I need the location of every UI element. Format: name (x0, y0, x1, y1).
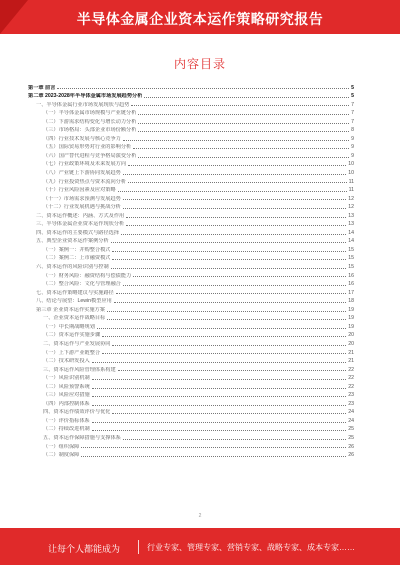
toc-dot-leader (57, 88, 349, 89)
toc-entry[interactable] (28, 116, 354, 125)
toc-dot-leader (111, 268, 347, 269)
toc-entry[interactable] (28, 321, 354, 330)
toc-dot-leader (123, 140, 349, 141)
toc-entry-page: 8 (351, 127, 354, 134)
toc-entry[interactable] (28, 202, 354, 211)
toc-entry-text: （一）评价指标体系 (43, 417, 90, 424)
toc-entry-text: （七）行业政策环境及未来发展方向 (43, 161, 127, 168)
toc-dot-leader (81, 456, 346, 457)
toc-entry[interactable] (28, 210, 354, 219)
toc-entry[interactable] (28, 287, 354, 296)
toc-entry[interactable] (28, 313, 354, 322)
toc-entry-text: （十）行业风险因素及应对策略 (43, 187, 116, 194)
toc-entry-text: （三）风险应对措施 (43, 392, 90, 399)
toc-entry-text: （八）产业链上下游协同发展趋势 (43, 170, 121, 177)
toc-entry-text: 五、资本运作保障措施与支撑体系 (43, 434, 121, 441)
toc-dot-leader (114, 302, 346, 303)
toc-entry[interactable] (28, 236, 354, 245)
toc-entry-text: 四、资本运作绩效评价与优化 (43, 409, 111, 416)
toc-entry-text: （一）半导体金属市场规模与产业链分析 (43, 110, 137, 117)
toc-entry-page: 15 (348, 255, 354, 262)
toc-entry[interactable] (28, 150, 354, 159)
toc-entry-text: （四）行业技术发展与核心竞争力 (43, 135, 121, 142)
toc-entry-page: 19 (348, 323, 354, 330)
toc-entry[interactable] (28, 167, 354, 176)
toc-dot-leader (123, 439, 346, 440)
toc-entry-text: 二、资本运作概述：内涵、方式及作用 (36, 212, 125, 219)
toc-dot-leader (112, 259, 346, 260)
toc-entry-page: 9 (351, 152, 354, 159)
toc-entry-text: 二、资本运作与产业发展协同 (43, 340, 111, 347)
toc-entry[interactable] (28, 347, 354, 356)
toc-entry[interactable] (28, 390, 354, 399)
toc-dot-leader (144, 97, 349, 98)
toc-dot-leader (133, 276, 346, 277)
toc-entry[interactable] (28, 330, 354, 339)
toc-entry-page: 18 (348, 298, 354, 305)
toc-entry-text: 第三章 企业资本运作实施方案 (36, 306, 105, 313)
toc-entry-page: 22 (348, 366, 354, 373)
toc-entry[interactable] (28, 304, 354, 313)
toc-dot-leader (118, 370, 347, 371)
toc-dot-leader (107, 319, 346, 320)
toc-entry-page: 19 (348, 306, 354, 313)
footer-banner (0, 528, 400, 565)
toc-dot-leader (121, 234, 346, 235)
toc-entry-text: 三、资本运作风险管理体系构建 (43, 366, 116, 373)
toc-dot-leader (128, 165, 346, 166)
toc-dot-leader (123, 174, 346, 175)
toc-entry[interactable] (28, 125, 354, 134)
toc-entry-page: 10 (348, 170, 354, 177)
toc-entry[interactable] (28, 356, 354, 365)
toc-entry-text: 八、结论与展望：Lewin模型应用 (36, 298, 112, 305)
toc-entry[interactable] (28, 364, 354, 373)
toc-entry-text: （一）财务风险：融资结构与偿债能力 (43, 272, 132, 279)
toc-entry-page: 13 (348, 221, 354, 228)
toc-dot-leader (138, 131, 349, 132)
toc-entry-text: （一）风险识别机制 (43, 375, 90, 382)
toc-entry-page: 11 (348, 178, 354, 185)
toc-dot-leader (92, 405, 347, 406)
toc-entry-text: （二）制度保障 (43, 452, 80, 459)
toc-entry[interactable] (28, 99, 354, 108)
toc-dot-leader (107, 311, 346, 312)
toc-dot-leader (111, 242, 347, 243)
toc-entry[interactable] (28, 185, 354, 194)
toc-dot-leader (123, 199, 346, 200)
toc-entry-text: （二）资本运作实施步骤 (43, 332, 101, 339)
footer-slogan: 让每个人都能成为 (48, 544, 121, 554)
toc-entry[interactable] (28, 270, 354, 279)
toc-entry-page: 26 (348, 452, 354, 459)
toc-entry-text: 一、企业资本运作战略目标 (43, 315, 106, 322)
toc-dot-leader (92, 396, 347, 397)
toc-entry-text: （五）国际贸易形势对行业的影响分析 (43, 144, 132, 151)
toc-entry[interactable] (28, 219, 354, 228)
toc-entry[interactable] (28, 296, 354, 305)
toc-entry-page: 11 (348, 187, 354, 194)
toc-entry[interactable] (28, 82, 354, 91)
table-of-contents (28, 82, 354, 458)
toc-dot-leader (138, 114, 349, 115)
toc-entry-page: 24 (348, 417, 354, 424)
toc-entry-page: 9 (351, 135, 354, 142)
toc-entry-page: 16 (348, 281, 354, 288)
toc-dot-leader (118, 191, 347, 192)
toc-entry[interactable] (28, 142, 354, 151)
toc-entry-text: （一）中长期战略规划 (43, 323, 95, 330)
toc-entry-page: 17 (348, 289, 354, 296)
toc-entry[interactable] (28, 432, 354, 441)
toc-entry-text: （一）案例一：并购整合模式 (43, 246, 111, 253)
toc-entry-text: （一）上下游产业链整合 (43, 349, 101, 356)
toc-entry[interactable] (28, 415, 354, 424)
toc-entry[interactable] (28, 108, 354, 117)
toc-entry[interactable] (28, 279, 354, 288)
toc-entry-page: 15 (348, 264, 354, 271)
toc-entry-text: 第一章 前言 (28, 84, 56, 91)
toc-entry-text: （二）案例二：上市融资模式 (43, 255, 111, 262)
toc-dot-leader (138, 157, 349, 158)
toc-entry-text: （一）组织保障 (43, 443, 80, 450)
toc-entry-page: 12 (348, 195, 354, 202)
toc-dot-leader (92, 362, 347, 363)
toc-entry[interactable] (28, 244, 354, 253)
header-banner (0, 0, 400, 34)
toc-entry-text: 一、半导体金属行业市场发展现状与趋势 (36, 101, 130, 108)
toc-entry-page: 19 (348, 315, 354, 322)
toc-entry-page: 14 (348, 238, 354, 245)
toc-entry-page: 21 (348, 358, 354, 365)
toc-entry-page: 20 (348, 332, 354, 339)
report-title: 半导体金属企业资本运作策略研究报告 (76, 11, 324, 27)
toc-entry-text: （二）技术研发投入 (43, 358, 90, 365)
toc-dot-leader (112, 345, 346, 346)
toc-entry-text: （十一）市场需求预测与发展趋势 (43, 195, 121, 202)
toc-entry-page: 16 (348, 272, 354, 279)
toc-entry[interactable] (28, 441, 354, 450)
toc-entry[interactable] (28, 193, 354, 202)
toc-dot-leader (92, 430, 347, 431)
toc-entry-text: 三、半导体金属企业资本运作现状分析 (36, 221, 125, 228)
toc-entry-page: 24 (348, 409, 354, 416)
toc-entry-page: 15 (348, 246, 354, 253)
toc-entry[interactable] (28, 338, 354, 347)
toc-entry-text: 第二章 2023-2028年半导体金属市场发展趋势分析 (28, 93, 143, 100)
toc-dot-leader (112, 413, 346, 414)
toc-entry[interactable] (28, 424, 354, 433)
toc-entry-text: （二）风险预警系统 (43, 383, 90, 390)
toc-entry-page: 20 (348, 340, 354, 347)
toc-entry-page: 26 (348, 443, 354, 450)
toc-entry-page: 7 (351, 101, 354, 108)
toc-entry-page: 7 (351, 110, 354, 117)
toc-entry[interactable] (28, 176, 354, 185)
toc-dot-leader (131, 105, 349, 106)
toc-dot-leader (92, 388, 347, 389)
toc-entry-text: （三）市场格局：头部企业市场份额分析 (43, 127, 137, 134)
toc-dot-leader (123, 285, 346, 286)
toc-entry-text: （四）内部控制体系 (43, 400, 90, 407)
toc-entry[interactable] (28, 227, 354, 236)
toc-entry-page: 10 (348, 161, 354, 168)
toc-entry-page: 5 (351, 84, 354, 91)
toc-entry[interactable] (28, 398, 354, 407)
toc-dot-leader (133, 148, 349, 149)
toc-entry-page: 9 (351, 144, 354, 151)
toc-entry-text: 六、资本运作的风险识别与控制 (36, 264, 109, 271)
toc-dot-leader (97, 328, 346, 329)
toc-entry[interactable] (28, 381, 354, 390)
toc-entry-text: （二）整合风险：文化与管理融合 (43, 281, 121, 288)
toc-dot-leader (112, 251, 346, 252)
toc-entry-page: 13 (348, 212, 354, 219)
toc-dot-leader (128, 182, 347, 183)
toc-entry-page: 21 (348, 349, 354, 356)
toc-entry[interactable] (28, 450, 354, 459)
toc-dot-leader (81, 447, 346, 448)
toc-entry-text: 七、资本运作策略建议与实施路径 (36, 289, 114, 296)
toc-dot-leader (116, 293, 346, 294)
toc-dot-leader (102, 353, 346, 354)
toc-dot-leader (126, 225, 346, 226)
toc-dot-leader (138, 123, 349, 124)
toc-entry-page: 22 (348, 375, 354, 382)
toc-entry-page: 7 (351, 118, 354, 125)
toc-entry[interactable] (28, 133, 354, 142)
toc-entry-text: （二）下游需求结构变化与增长动力分析 (43, 118, 137, 125)
toc-entry[interactable] (28, 261, 354, 270)
toc-entry-page: 25 (348, 426, 354, 433)
toc-entry-page: 25 (348, 434, 354, 441)
toc-dot-leader (123, 208, 346, 209)
toc-entry-page: 23 (348, 400, 354, 407)
toc-entry-page: 12 (348, 204, 354, 211)
toc-entry-text: （九）行业投资热点与资本流向分析 (43, 178, 127, 185)
toc-entry-page: 14 (348, 229, 354, 236)
toc-dot-leader (92, 422, 347, 423)
toc-entry-text: （六）国产替代进程与竞争格局演变分析 (43, 152, 137, 159)
toc-entry[interactable] (28, 91, 354, 100)
toc-dot-leader (126, 217, 346, 218)
footer-divider (138, 540, 139, 554)
page-number: 2 (198, 513, 202, 519)
toc-entry[interactable] (28, 373, 354, 382)
toc-dot-leader (102, 336, 346, 337)
toc-heading: 内容目录 (173, 57, 226, 71)
footer-roles: 行业专家、管理专家、营销专家、战略专家、成本专家…… (147, 543, 355, 552)
toc-entry-page: 22 (348, 383, 354, 390)
toc-entry-page: 23 (348, 392, 354, 399)
toc-entry-page: 5 (351, 93, 354, 100)
toc-entry-text: （二）持续改进机制 (43, 426, 90, 433)
toc-entry-text: （十二）行业发展机遇与挑战分析 (43, 204, 121, 211)
toc-entry-text: 五、典型企业资本运作案例分析 (36, 238, 109, 245)
toc-entry[interactable] (28, 253, 354, 262)
toc-entry-text: 四、资本运作的主要模式与路径选择 (36, 229, 120, 236)
toc-entry[interactable] (28, 159, 354, 168)
toc-dot-leader (92, 379, 347, 380)
toc-entry[interactable] (28, 407, 354, 416)
